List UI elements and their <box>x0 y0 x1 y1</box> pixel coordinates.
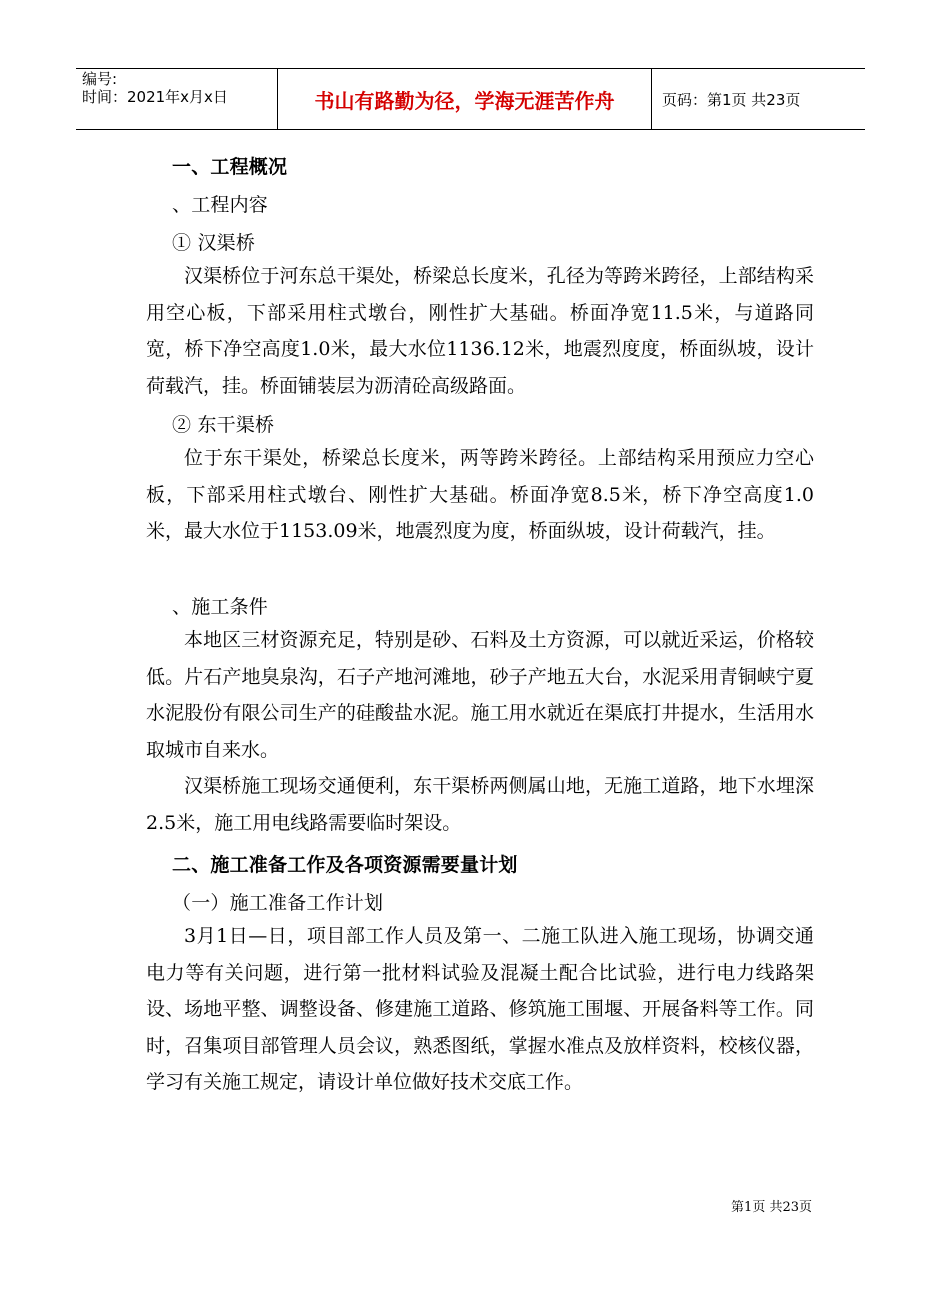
bridge-1-paragraph: 汉渠桥位于河东总干渠处，桥梁总长度米，孔径为等跨米跨径，上部结构采用空心板，下部采用柱式墩台，刚性扩大基础。桥面净宽11.5米，与道路同宽，桥下净空高度1.0米，最大水位1136.12米，地震烈度度，桥面纵坡，设计荷载汽，挂。桥面铺装层为沥清砼高级路面。 <box>146 265 814 397</box>
preparation-paragraph: 3月1日—日，项目部工作人员及第一、二施工队进入施工现场，协调交通电力等有关问题，进行第一批材料试验及混凝土配合比试验，进行电力线路架设、场地平整、调整设备、修建施工道路、修筑施工围堰、开展备料等工作。同时，召集项目部管理人员会议，熟悉图纸，掌握水准点及放样资料，校核仪器，学习有关施工规定，请设计单位做好技术交底工作。 <box>146 925 814 1093</box>
header-page-label: 页码：第1页 共23页 <box>662 90 801 109</box>
conditions-paragraph-1: 本地区三材资源充足，特别是砂、石料及土方资源，可以就近采运，价格较低。片石产地臭泉沟，石子产地河滩地，砂子产地五大台，水泥采用青铜峡宁夏水泥股份有限公司生产的硅酸盐水泥。施工用水就近在渠底打井提水，生活用水取城市自来水。 <box>146 629 814 761</box>
bridge-2-paragraph: 位于东干渠处，桥梁总长度米，两等跨米跨径。上部结构采用预应力空心板，下部采用柱式墩台、刚性扩大基础。桥面净宽8.5米，桥下净空高度1.0米，最大水位于1153.09米，地震烈度为度，桥面纵坡，设计荷载汽，挂。 <box>146 447 814 542</box>
section-2-title: 二、施工准备工作及各项资源需要量计划 <box>172 854 518 876</box>
header-left-cell <box>76 69 278 129</box>
bridge-1-title: ① 汉渠桥 <box>172 232 256 254</box>
footer-page-number: 第1页 共23页 <box>731 1200 812 1215</box>
section-2-subtitle: （一）施工准备工作计划 <box>172 892 384 914</box>
section-1-title: 一、工程概况 <box>172 156 288 178</box>
header-motto: 书山有路勤为径，学海无涯苦作舟 <box>278 69 652 129</box>
bridge-2-title: ② 东干渠桥 <box>172 414 275 436</box>
date-label: 时间：2021年x月x日 <box>82 88 228 106</box>
number-label: 编号: <box>82 70 118 88</box>
header-table <box>76 68 865 130</box>
conditions-paragraph-2: 汉渠桥施工现场交通便利，东干渠桥两侧属山地，无施工道路，地下水埋深2.5米，施工用电线路需要临时架设。 <box>146 775 814 834</box>
section-1-subtitle-content: 、工程内容 <box>172 194 269 216</box>
section-1-subtitle-conditions: 、施工条件 <box>172 596 269 618</box>
